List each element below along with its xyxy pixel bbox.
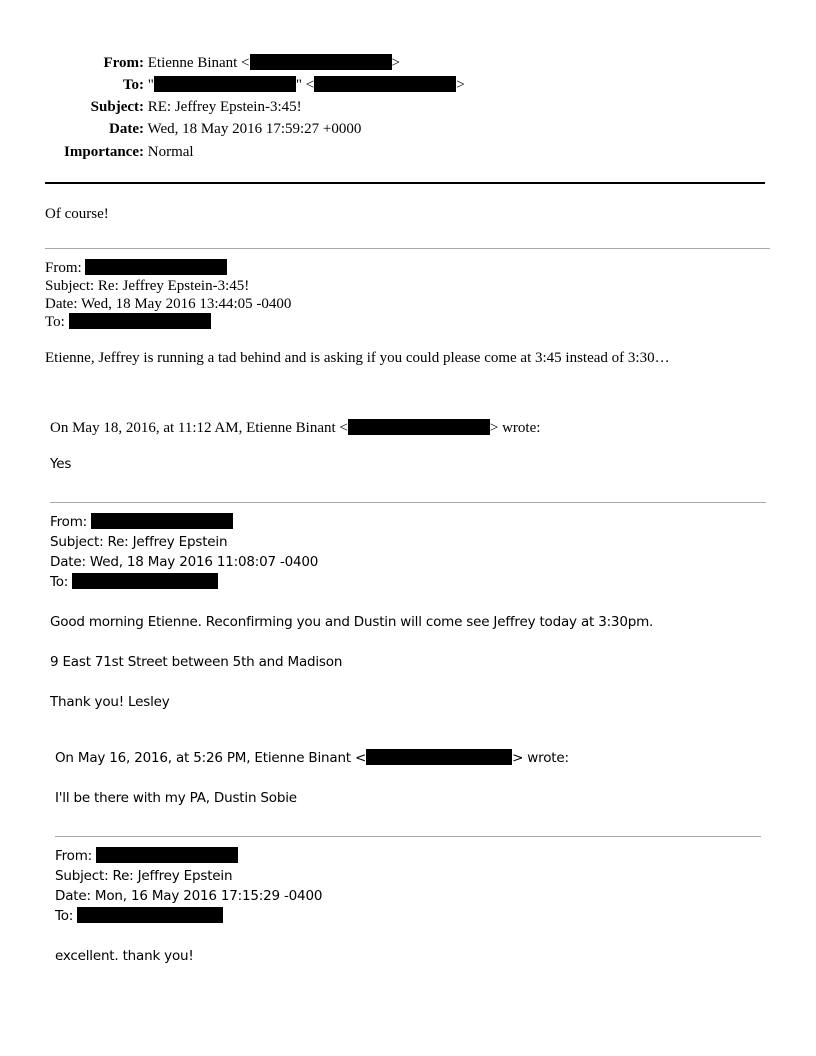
header-from-row xyxy=(40,54,400,72)
redaction-box xyxy=(250,54,392,70)
quoted-to-row xyxy=(45,313,211,331)
header-importance-label: Importance: xyxy=(64,144,144,160)
quoted-from-row xyxy=(45,259,227,277)
reply-intro-text: On May 16, 2016, at 5:26 PM, Etienne Binant < xyxy=(55,750,367,766)
quoted-from-row xyxy=(55,847,238,865)
reply-body: I'll be there with my PA, Dustin Sobie xyxy=(55,790,297,806)
redaction-box xyxy=(154,76,296,92)
quoted-date: Date: Wed, 18 May 2016 11:08:07 -0400 xyxy=(50,554,319,570)
quoted-to-label: To: xyxy=(45,314,65,330)
quoted-from-label: From: xyxy=(55,848,92,864)
quoted-to-row xyxy=(50,573,218,591)
redaction-box xyxy=(348,419,490,435)
quote-divider xyxy=(55,836,761,837)
quoted-to-row xyxy=(55,907,223,925)
message-body: Of course! xyxy=(45,206,109,222)
redaction-box xyxy=(314,76,456,92)
quoted-subject: Subject: Re: Jeffrey Epstein xyxy=(50,534,228,550)
quoted-body: excellent. thank you! xyxy=(55,948,194,964)
header-date-row xyxy=(40,120,361,138)
quoted-from-label: From: xyxy=(50,514,87,530)
header-subject-label: Subject: xyxy=(90,99,144,115)
quoted-subject: Subject: Re: Jeffrey Epstein xyxy=(55,868,233,884)
header-importance-row xyxy=(40,143,194,161)
quoted-body-line: Good morning Etienne. Reconfirming you and Dustin will come see Jeffrey today at 3:30pm. xyxy=(50,614,654,630)
header-from-close: > xyxy=(391,55,400,71)
quoted-body-line: Thank you! Lesley xyxy=(50,694,170,710)
quoted-subject: Subject: Re: Jeffrey Epstein-3:45! xyxy=(45,278,250,294)
redaction-box xyxy=(96,847,238,863)
reply-intro-wrote: > wrote: xyxy=(489,420,541,436)
redaction-box xyxy=(91,513,233,529)
quoted-to-label: To: xyxy=(50,574,69,590)
header-to-mid: " < xyxy=(295,77,315,93)
quoted-date: Date: Mon, 16 May 2016 17:15:29 -0400 xyxy=(55,888,323,904)
redaction-box xyxy=(85,259,227,275)
reply-intro xyxy=(55,749,569,767)
header-to-label: To: xyxy=(122,77,144,93)
reply-body: Yes xyxy=(50,456,72,472)
header-date: Wed, 18 May 2016 17:59:27 +0000 xyxy=(147,121,362,137)
quoted-body: Etienne, Jeffrey is running a tad behind and is asking if you could please come at 3:45 instead of 3:30… xyxy=(45,350,670,366)
reply-intro-wrote: > wrote: xyxy=(512,750,569,766)
header-to-close: > xyxy=(456,77,465,93)
redaction-box xyxy=(77,907,223,923)
header-date-label: Date: xyxy=(109,121,144,137)
redaction-box xyxy=(69,313,211,329)
quote-divider xyxy=(50,502,766,503)
quoted-body-line: 9 East 71st Street between 5th and Madison xyxy=(50,654,343,670)
redaction-box xyxy=(366,749,512,765)
header-from-label: From: xyxy=(103,55,144,71)
header-from-name: Etienne Binant < xyxy=(147,55,250,71)
quoted-from-label: From: xyxy=(45,260,82,276)
redaction-box xyxy=(72,573,218,589)
header-to-open: " xyxy=(147,77,154,93)
reply-intro-text: On May 18, 2016, at 11:12 AM, Etienne Binant < xyxy=(50,420,348,436)
quoted-to-label: To: xyxy=(55,908,74,924)
header-subject-row xyxy=(40,98,302,116)
quote-divider xyxy=(45,248,770,249)
header-subject: RE: Jeffrey Epstein-3:45! xyxy=(147,99,302,115)
quoted-date: Date: Wed, 18 May 2016 13:44:05 -0400 xyxy=(45,296,292,312)
quoted-from-row xyxy=(50,513,233,531)
header-importance: Normal xyxy=(147,144,194,160)
header-to-row xyxy=(40,76,465,94)
header-divider xyxy=(45,182,765,184)
reply-intro xyxy=(50,419,540,437)
